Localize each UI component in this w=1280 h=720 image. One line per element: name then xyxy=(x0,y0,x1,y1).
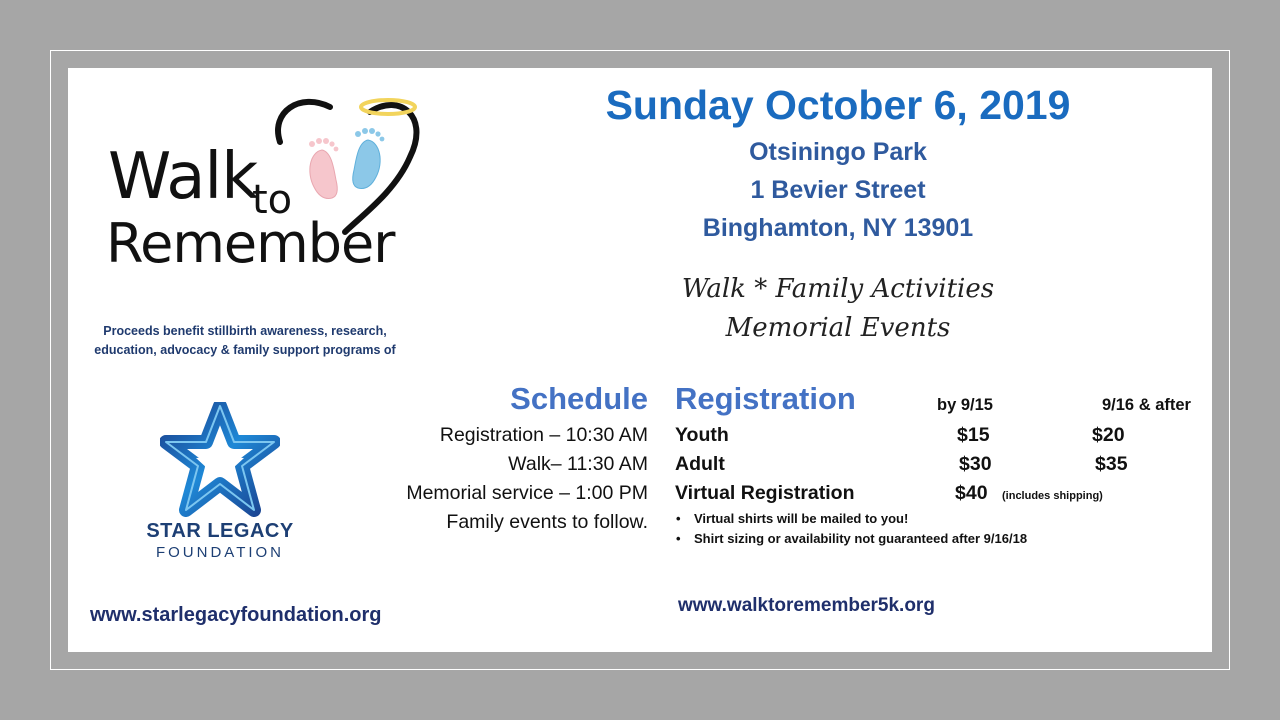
venue-name: Otsiningo Park xyxy=(749,138,927,166)
registration-label: Adult xyxy=(675,453,725,475)
bullet-icon: • xyxy=(676,531,681,546)
schedule-item: Family events to follow. xyxy=(446,511,648,533)
activities-line-1: Walk * Family Activities xyxy=(681,274,995,304)
venue-city: Binghamton, NY 13901 xyxy=(702,214,974,242)
shipping-note: (includes shipping) xyxy=(1002,490,1103,502)
star-legacy-name: STAR LEGACY xyxy=(146,520,294,542)
list-item xyxy=(676,509,1027,529)
event-date: Sunday October 6, 2019 xyxy=(605,82,1071,128)
logo-to-text: to xyxy=(252,177,293,223)
bullet-icon: • xyxy=(676,511,681,526)
activities-line-2: Memorial Events xyxy=(725,313,951,343)
venue-street: 1 Bevier Street xyxy=(750,176,926,204)
blue-footprint-icon xyxy=(353,128,385,188)
walk-to-remember-url[interactable]: www.walktoremember5k.org xyxy=(678,595,935,616)
star-legacy-star-icon xyxy=(160,402,280,517)
price-early: $40 xyxy=(955,482,988,504)
logo-walk-text: Walk xyxy=(108,140,258,214)
star-legacy-url[interactable]: www.starlegacyfoundation.org xyxy=(90,604,382,626)
virtual-notes-list xyxy=(676,509,1027,549)
registration-label: Virtual Registration xyxy=(675,482,855,504)
price-early: $15 xyxy=(957,424,990,446)
star-legacy-foundation: FOUNDATION xyxy=(155,544,285,561)
proceeds-line-1: Proceeds benefit stillbirth awareness, research, xyxy=(103,324,387,338)
pink-footprint-icon xyxy=(309,138,338,198)
schedule-item: Registration – 10:30 AM xyxy=(439,424,648,446)
price-late: $35 xyxy=(1095,453,1128,475)
column-header-late: 9/16 & after xyxy=(1102,396,1191,414)
bullet-text: Shirt sizing or availability not guaranteed after 9/16/18 xyxy=(694,531,1028,546)
schedule-item: Walk– 11:30 AM xyxy=(508,453,648,475)
registration-heading: Registration xyxy=(675,381,856,416)
registration-label: Youth xyxy=(675,424,729,446)
schedule-heading: Schedule xyxy=(510,381,648,416)
column-header-early: by 9/15 xyxy=(937,396,993,414)
logo-remember-text: Remember xyxy=(106,212,395,275)
schedule-item: Memorial service – 1:00 PM xyxy=(406,482,648,504)
bullet-text: Virtual shirts will be mailed to you! xyxy=(694,511,909,526)
price-early: $30 xyxy=(959,453,992,475)
proceeds-text xyxy=(80,322,410,360)
proceeds-line-2: education, advocacy & family support programs of xyxy=(94,343,396,357)
price-late: $20 xyxy=(1092,424,1125,446)
list-item xyxy=(676,529,1027,549)
